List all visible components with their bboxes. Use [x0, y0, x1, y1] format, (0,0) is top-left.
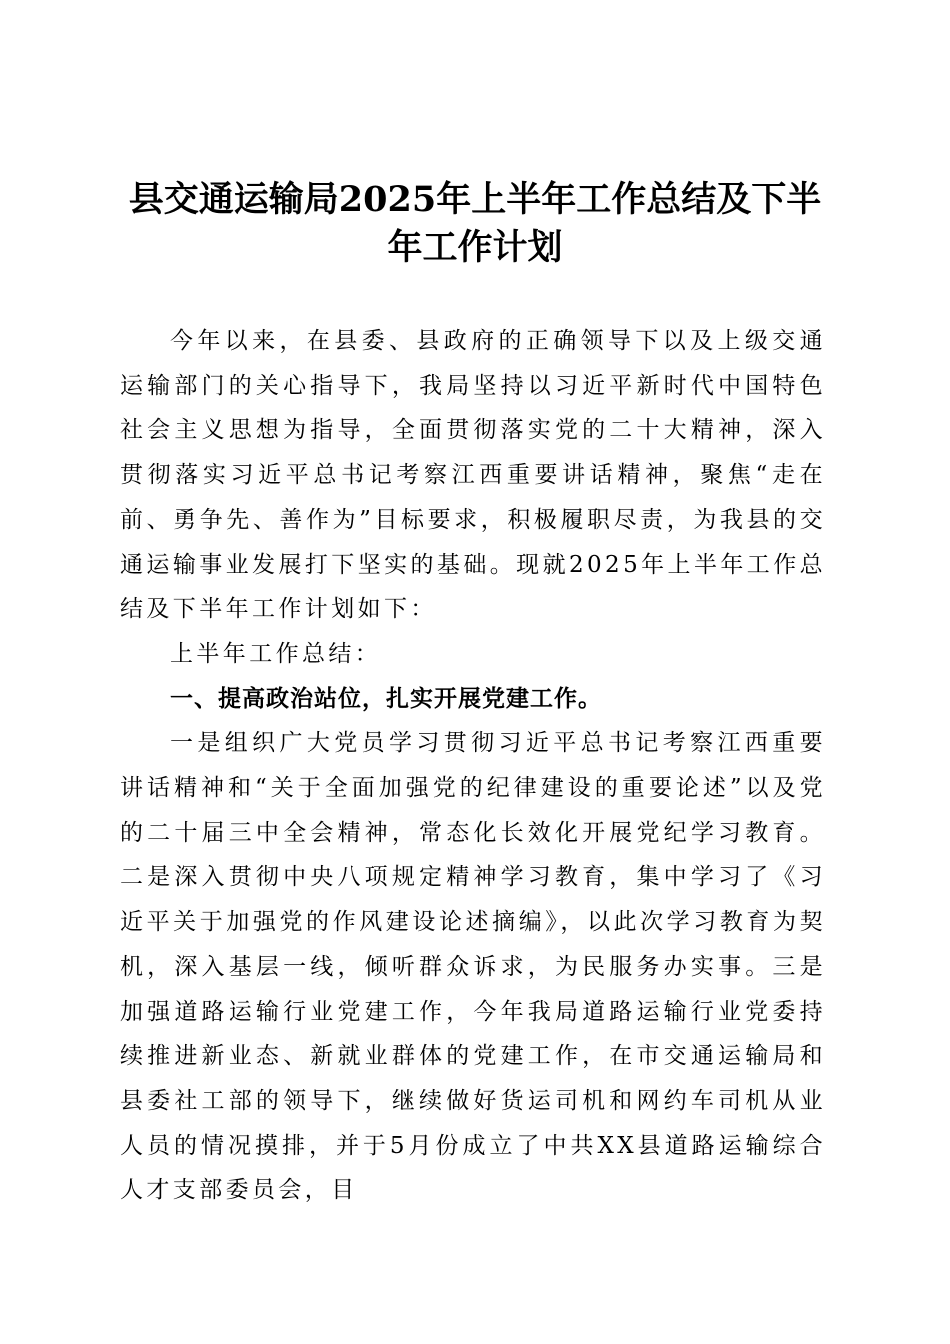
section-heading-1: 一、提高政治站位，扎实开展党建工作。 [170, 685, 602, 712]
section-label: 上半年工作总结： [170, 640, 382, 667]
document-title [100, 176, 850, 272]
title-line-2: 年工作计划 [387, 227, 563, 268]
document-body [120, 319, 826, 1213]
section-1-paragraph: 一是组织广大党员学习贯彻习近平总书记考察江西重要讲话精神和“关于全面加强党的纪律建设的重要论述”以及党的二十届三中全会精神，常态化长效化开展党纪学习教育。二是深入贯彻中央八项规定精神学习教育，集中学习了《习近平关于加强党的作风建设论述摘编》，以此次学习教育为契机，深入基层一线，倾听群众诉求，为民服务办实事。三是加强道路运输行业党建工作，今年我局道路运输行业党委持续推进新业态、新就业群体的党建工作，在市交通运输局和县委社工部的领导下，继续做好货运司机和网约车司机从业人员的情况摸排，并于5月份成立了中共XX县道路运输综合人才支部委员会，目 [120, 730, 826, 1204]
intro-paragraph: 今年以来，在县委、县政府的正确领导下以及上级交通运输部门的关心指导下，我局坚持以习近平新时代中国特色社会主义思想为指导，全面贯彻落实党的二十大精神，深入贯彻落实习近平总书记考察江西重要讲话精神，聚焦“走在前、勇争先、善作为”目标要求，积极履职尽责，为我县的交通运输事业发展打下坚实的基础。现就2025年上半年工作总结及下半年工作计划如下： [120, 328, 826, 623]
title-line-1: 县交通运输局2025年上半年工作总结及下半 [128, 179, 822, 220]
